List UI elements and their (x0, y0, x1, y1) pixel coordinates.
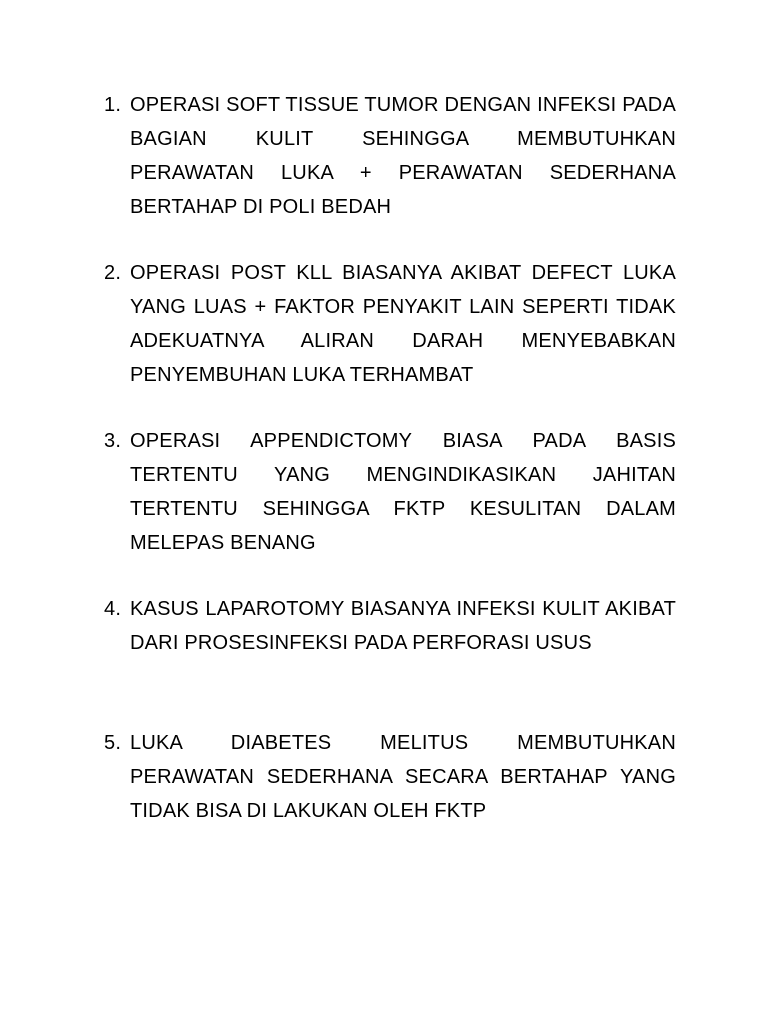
list-item (104, 256, 676, 392)
list-item (104, 88, 676, 224)
list-item (104, 726, 676, 828)
numbered-list (104, 88, 676, 828)
list-item-number: 3. (104, 430, 122, 452)
list-item-number: 2. (104, 262, 122, 284)
list-item-text: OPERASI SOFT TISSUE TUMOR DENGAN INFEKSI PADA BAGIAN KULIT SEHINGGA MEMBUTUHKAN PERAWATAN LUKA + PERAWATAN SEDERHANA BERTAHAP DI POLI BEDAH (130, 94, 676, 218)
list-item-number: 5. (104, 732, 122, 754)
list-item-number: 1. (104, 94, 122, 116)
list-item (104, 424, 676, 560)
list-item-text: OPERASI POST KLL BIASANYA AKIBAT DEFECT LUKA YANG LUAS + FAKTOR PENYAKIT LAIN SEPERTI TIDAK ADEKUATNYA ALIRAN DARAH MENYEBABKAN PENYEMBUHAN LUKA TERHAMBAT (130, 262, 676, 386)
list-item (104, 592, 676, 660)
list-item-text: KASUS LAPAROTOMY BIASANYA INFEKSI KULIT AKIBAT DARI PROSESINFEKSI PADA PERFORASI USUS (130, 598, 676, 654)
list-item-number: 4. (104, 598, 122, 620)
list-item-text: OPERASI APPENDICTOMY BIASA PADA BASIS TERTENTU YANG MENGINDIKASIKAN JAHITAN TERTENTU SEHINGGA FKTP KESULITAN DALAM MELEPAS BENANG (130, 430, 676, 554)
list-item-text: LUKA DIABETES MELITUS MEMBUTUHKAN PERAWATAN SEDERHANA SECARA BERTAHAP YANG TIDAK BISA DI LAKUKAN OLEH FKTP (130, 732, 676, 822)
